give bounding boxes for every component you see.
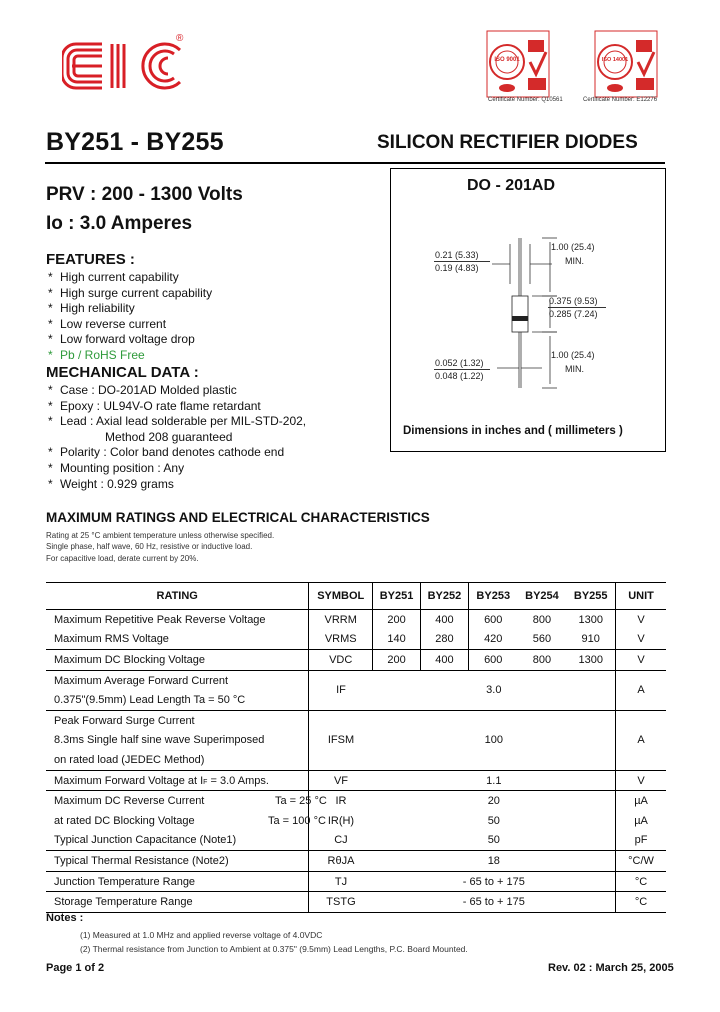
value-cell: 400 xyxy=(420,610,468,630)
ratings-conditions xyxy=(46,530,274,564)
symbol-cell: VRRM xyxy=(309,610,373,630)
table-row xyxy=(46,811,666,831)
dim-body-length-min: 0.285 (7.24) xyxy=(549,309,598,319)
dim-lead-length-top: 1.00 (25.4) xyxy=(551,242,595,252)
unit-cell: °C/W xyxy=(616,851,666,872)
col-by252-header: BY252 xyxy=(420,583,468,610)
diode-outline-drawing xyxy=(392,200,662,420)
dim-fraction-line xyxy=(548,307,606,308)
col-by253-header: BY253 xyxy=(468,583,517,610)
revision-date: Rev. 02 : March 25, 2005 xyxy=(548,962,674,974)
value-cell: 400 xyxy=(420,650,468,671)
unit-cell: A xyxy=(616,731,666,751)
list-item: * High current capability xyxy=(48,270,179,284)
table-header-row xyxy=(46,583,666,610)
value-cell: 18 xyxy=(487,854,500,867)
ratings-title: MAXIMUM RATINGS AND ELECTRICAL CHARACTERISTICS xyxy=(46,510,430,525)
note-item: (2) Thermal resistance from Junction to Ambient at 0.375" (9.5mm) Lead Lengths, P.C. Board Mounted. xyxy=(80,944,468,954)
page-number: Page 1 of 2 xyxy=(46,962,105,974)
table-row xyxy=(46,750,666,770)
table-row xyxy=(46,650,666,671)
symbol-cell: RθJA xyxy=(309,851,373,872)
ratings-table xyxy=(46,582,666,913)
value-cell: 50 xyxy=(487,834,500,847)
symbol-cell: VDC xyxy=(309,650,373,671)
unit-cell: V xyxy=(616,650,666,671)
features-heading: FEATURES : xyxy=(46,251,135,268)
condition-line: Single phase, half wave, 60 Hz, resistive or inductive load. xyxy=(46,542,253,552)
table-row xyxy=(46,710,666,730)
table-row xyxy=(46,770,666,791)
col-by254-header: BY254 xyxy=(525,590,559,602)
unit-cell: V xyxy=(616,770,666,791)
dim-fraction-line xyxy=(434,369,490,370)
col-by255-header: BY255 xyxy=(573,590,608,602)
table-row xyxy=(46,831,666,851)
symbol-cell: IF xyxy=(309,680,373,700)
unit-cell: pF xyxy=(616,831,666,851)
rating-cell: 0.375"(9.5mm) Lead Length Ta = 50 °C xyxy=(54,694,246,707)
list-item: * Epoxy : UL94V-O rate flame retardant xyxy=(48,398,261,413)
dim-body-length-max: 0.375 (9.53) xyxy=(549,296,598,306)
value-cell: 280 xyxy=(420,630,468,650)
table-row xyxy=(46,690,666,710)
cert2-logo-text: ISO 14001 xyxy=(601,57,629,63)
rating-cell: Typical Junction Capacitance (Note1) xyxy=(54,834,237,847)
condition-line: Rating at 25 °C ambient temperature unless otherwise specified. xyxy=(46,531,275,540)
symbol-cell: TSTG xyxy=(309,892,373,913)
dimension-caption: Dimensions in inches and ( millimeters ) xyxy=(403,425,623,437)
value-cell: 3.0 xyxy=(486,684,502,697)
list-item: * Polarity : Color band denotes cathode end xyxy=(48,445,285,460)
rating-cell: Maximum RMS Voltage xyxy=(54,633,169,646)
table-row xyxy=(46,791,666,811)
notes-list xyxy=(80,928,468,956)
rating-cell: Storage Temperature Range xyxy=(54,896,193,909)
features-list xyxy=(48,270,212,364)
prv-spec: PRV : 200 - 1300 Volts xyxy=(46,184,243,205)
value-cell: 560 xyxy=(532,633,552,646)
value-cell: 200 xyxy=(373,650,421,671)
table-row xyxy=(46,731,666,751)
value-cell: 50 xyxy=(487,814,500,827)
unit-cell: µA xyxy=(616,791,666,811)
iso9001-cert-icon xyxy=(486,30,550,98)
dim-lead-length-bottom-min: MIN. xyxy=(565,364,584,374)
list-item-rohs: * Pb / RoHS Free xyxy=(48,347,145,362)
rating-cell: Maximum Repetitive Peak Reverse Voltage xyxy=(54,613,266,626)
symbol-cell: TJ xyxy=(309,871,373,892)
value-cell: 140 xyxy=(373,630,421,650)
list-item: * High reliability xyxy=(48,301,135,316)
package-title: DO - 201AD xyxy=(467,177,556,194)
table-row xyxy=(46,610,666,630)
cert2-label: Certificate Number: E12276 xyxy=(583,97,658,103)
rating-cell: Maximum DC Blocking Voltage xyxy=(54,653,206,666)
unit-cell: µA xyxy=(616,811,666,831)
table-row xyxy=(46,871,666,892)
value-cell: 1.1 xyxy=(486,774,502,787)
condition-line: For capacitive load, derate current by 20%. xyxy=(46,553,199,563)
iso14001-cert-icon xyxy=(594,30,658,98)
table-row xyxy=(46,851,666,872)
rating-cell: Maximum Average Forward Current xyxy=(54,674,229,687)
value-cell: 800 xyxy=(532,653,552,666)
value-cell: 1300 xyxy=(578,653,603,666)
value-cell: 200 xyxy=(373,610,421,630)
registered-mark: ® xyxy=(176,33,184,44)
symbol-cell: CJ xyxy=(309,831,373,851)
value-cell: 600 xyxy=(468,610,517,630)
cert1-label: Certificate Number: Q10561 xyxy=(488,97,563,103)
value-cell: - 65 to + 175 xyxy=(462,875,525,888)
unit-cell: A xyxy=(616,680,666,700)
symbol-cell: IR xyxy=(309,791,373,811)
unit-cell: °C xyxy=(616,892,666,913)
rating-cell: Typical Thermal Resistance (Note2) xyxy=(54,854,229,867)
value-cell: 1300 xyxy=(578,613,603,626)
notes-heading: Notes : xyxy=(46,912,84,924)
value-cell: 800 xyxy=(532,613,552,626)
unit-cell: °C xyxy=(616,871,666,892)
primary-specs xyxy=(46,180,243,238)
dim-body-dia-max: 0.052 (1.32) xyxy=(435,358,484,368)
rating-cell: Junction Temperature Range xyxy=(54,875,196,888)
rating-cell: at rated DC Blocking Voltage Ta = 100 °C xyxy=(54,814,326,827)
io-spec: Io : 3.0 Amperes xyxy=(46,213,193,234)
cathode-band xyxy=(512,316,528,321)
col-by251-header: BY251 xyxy=(373,583,421,610)
device-type-title: SILICON RECTIFIER DIODES xyxy=(377,132,638,153)
list-item: * Case : DO-201AD Molded plastic xyxy=(48,383,237,397)
list-item: * Weight : 0.929 grams xyxy=(48,476,174,491)
symbol-cell: IR(H) xyxy=(309,811,373,831)
dim-fraction-line xyxy=(434,261,490,262)
mechanical-list xyxy=(48,383,306,492)
table-row xyxy=(46,892,666,913)
col-rating-header: RATING xyxy=(156,590,198,602)
part-range-title: BY251 - BY255 xyxy=(46,128,224,156)
value-cell: 20 xyxy=(487,795,500,808)
value-cell: 600 xyxy=(468,650,517,671)
list-item: * Lead : Axial lead solderable per MIL-STD-202, xyxy=(48,414,307,429)
rating-cell: Maximum DC Reverse Current Ta = 25 °C xyxy=(54,795,327,808)
value-cell: 910 xyxy=(581,633,600,646)
dim-lead-length-bottom: 1.00 (25.4) xyxy=(551,350,595,360)
cert1-logo-text: ISO 9001 xyxy=(494,57,520,63)
list-item: * Low reverse current xyxy=(48,316,167,331)
unit-cell: V xyxy=(616,610,666,630)
value-cell: 100 xyxy=(484,734,503,747)
rating-cell: 8.3ms Single half sine wave Superimposed xyxy=(54,734,265,747)
dim-lead-dia-max: 0.21 (5.33) xyxy=(435,250,479,260)
note-item: (1) Measured at 1.0 MHz and applied reverse voltage of 4.0VDC xyxy=(80,930,323,940)
col-unit-header: UNIT xyxy=(616,583,666,610)
col-symbol-header: SYMBOL xyxy=(309,583,373,610)
symbol-cell: VF xyxy=(309,770,373,791)
mechanical-heading: MECHANICAL DATA : xyxy=(46,364,199,381)
symbol-cell: IFSM xyxy=(309,731,373,751)
list-item: * High surge current capability xyxy=(48,285,213,300)
value-cell: 420 xyxy=(468,630,517,650)
rating-cell: Peak Forward Surge Current xyxy=(54,714,195,727)
rating-cell: on rated load (JEDEC Method) xyxy=(54,753,205,766)
title-divider xyxy=(45,162,665,164)
rating-cell: Maximum Forward Voltage at IF = 3.0 Amps. xyxy=(54,774,269,787)
eic-logo xyxy=(62,36,192,96)
list-item: Method 208 guaranteed xyxy=(105,429,233,444)
dim-lead-length-top-min: MIN. xyxy=(565,256,584,266)
list-item: * Mounting position : Any xyxy=(48,460,185,475)
symbol-cell: VRMS xyxy=(309,630,373,650)
list-item: * Low forward voltage drop xyxy=(48,332,195,347)
dim-lead-dia-min: 0.19 (4.83) xyxy=(435,263,479,273)
table-row xyxy=(46,630,666,650)
value-cell: - 65 to + 175 xyxy=(462,896,525,909)
dim-body-dia-min: 0.048 (1.22) xyxy=(435,371,484,381)
unit-cell: V xyxy=(616,630,666,650)
